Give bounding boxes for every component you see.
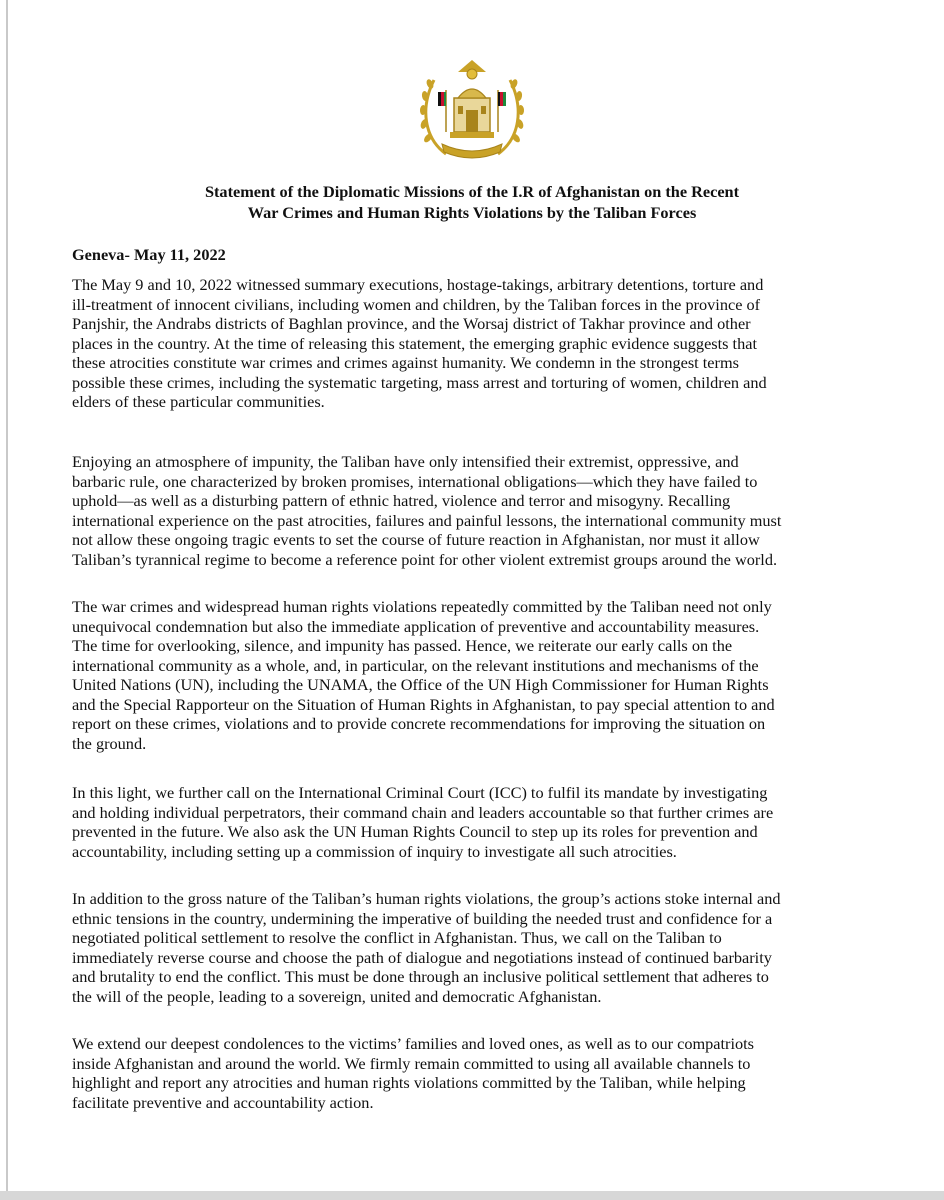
text-line: international experience on the past atrocities, failures and painful lessons, the international community must [72,510,782,530]
paragraph-2 [72,452,892,569]
text-line: possible these crimes, including the systematic targeting, mass arrest and torturing of women, children and [72,372,767,392]
text-line: Panjshir, the Andrabs districts of Baghlan province, and the Worsaj district of Takhar province and other [72,314,751,333]
paragraph-5 [72,889,892,1006]
dateline: Geneva- May 11, 2022 [72,245,226,264]
text-line: inside Afghanistan and around the world. We firmly remain committed to using all available channels to [72,1053,751,1073]
text-line: places in the country. At the time of releasing this statement, the emerging graphic evidence suggests that [72,333,757,353]
text-line: ill-treatment of innocent civilians, including women and children, by the Taliban forces in the province of [72,294,761,314]
text-line: The war crimes and widespread human rights violations repeatedly committed by the Taliban need not only [72,597,772,616]
text-line: The May 9 and 10, 2022 witnessed summary executions, hostage-takings, arbitrary detentions, torture and [72,275,764,294]
text-line: the ground. [72,733,147,753]
national-emblem-icon [416,58,528,164]
page-bottom-border [0,1191,944,1200]
text-line: elders of these particular communities. [72,392,325,411]
text-line: prevented in the future. We also ask the UN Human Rights Council to step up its roles for prevention and [72,822,758,841]
paragraph-6 [72,1034,892,1112]
text-line: negotiated political settlement to resolve the conflict in Afghanistan. Thus, we call on the Taliban to [72,928,722,947]
text-line: facilitate preventive and accountability action. [72,1092,374,1112]
text-line: report on these crimes, violations and to provide concrete recommendations for improving the situation on [72,714,766,733]
title-line: Statement of the Diplomatic Missions of the I.R of Afghanistan on the Recent [204,182,740,201]
text-line: Enjoying an atmosphere of impunity, the Taliban have only intensified their extremist, oppressive, and [72,452,739,471]
text-line: immediately reverse course and choose the path of dialogue and negotiations instead of continued barbarity [72,947,772,967]
paragraph-4 [72,783,892,861]
text-line: We extend our deepest condolences to the victims’ families and loved ones, as well as to our compatriots [72,1034,755,1053]
text-line: and holding individual perpetrators, their command chain and leaders accountable so that further crimes are [72,802,774,822]
title-line: War Crimes and Human Rights Violations by the Taliban Forces [247,203,697,222]
statement-title [60,181,884,223]
text-line: uphold—as well as a disturbing pattern of ethnic hatred, violence and terror and misogyny. Recalling [72,491,731,510]
text-line: and brutality to end the conflict. This must be done through an inclusive political settlement that adheres to [72,967,769,986]
text-line: In addition to the gross nature of the Taliban’s human rights violations, the group’s actions stoke internal and [72,889,781,908]
text-line: not allow these ongoing tragic events to set the course of future reaction in Afghanistan, nor must it allow [72,530,760,549]
text-line: Taliban’s tyrannical regime to become a reference point for other violent extremist groups around the world. [72,549,778,569]
text-line: United Nations (UN), including the UNAMA, the Office of the UN High Commissioner for Human Rights [72,675,769,694]
paragraph-1 [72,275,892,412]
text-line: In this light, we further call on the International Criminal Court (ICC) to fulfil its mandate by investigating [72,783,768,802]
text-line: accountability, including setting up a commission of inquiry to investigate all such atrocities. [72,841,677,861]
text-line: these atrocities constitute war crimes and crimes against humanity. We condemn in the strongest terms [72,353,739,372]
text-line: ethnic tensions in the country, undermining the imperative of building the needed trust and confidence for a [72,908,773,928]
text-line: unequivocal condemnation but also the immediate application of preventive and accountability measures. [72,616,760,636]
text-line: highlight and report any atrocities and human rights violations committed by the Taliban, while helping [72,1073,746,1092]
text-line: international community as a whole, and, in particular, on the relevant institutions and mechanisms of the [72,655,759,675]
text-line: barbaric rule, one characterized by broken promises, international obligations—which they have failed to [72,471,758,491]
paragraph-3 [72,597,892,753]
page-left-border [6,0,8,1200]
text-line: and the Special Rapporteur on the Situation of Human Rights in Afghanistan, to pay special attention to and [72,694,775,714]
text-line: the will of the people, leading to a sovereign, united and democratic Afghanistan. [72,986,602,1006]
text-line: The time for overlooking, silence, and impunity has passed. Hence, we reiterate our early calls on the [72,636,733,655]
